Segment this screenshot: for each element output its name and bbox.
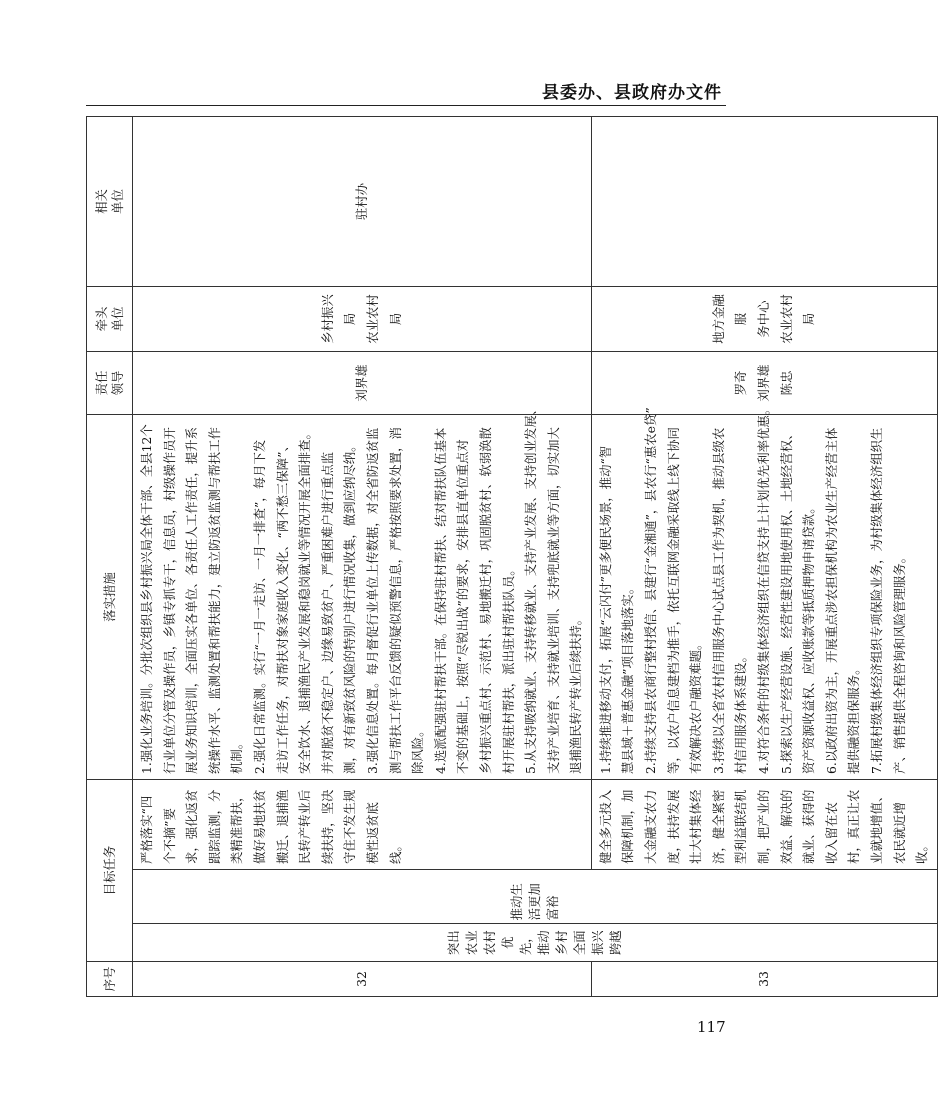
measure-line: 4.选派配强驻村帮扶干部。在保持驻村帮扶、结对帮扶队伍基本 — [432, 427, 448, 774]
leader-line: 罗奇 — [733, 370, 749, 396]
task-table — [86, 116, 938, 997]
measure-line: 村信用服务体系建设。 — [733, 650, 749, 774]
measure-line: 除风险。 — [410, 724, 426, 774]
header-seq: 序号 — [87, 962, 133, 997]
measure-line: 展业务知识培训，全面压实各单位、各责任人工作责任，提升系 — [184, 427, 200, 774]
measure-line: 不变的基础上，按照“尽锐出战”的要求，安排县直单位重点对 — [455, 439, 471, 774]
header-goal: 目标任务 — [87, 780, 133, 962]
row-measures — [133, 402, 592, 780]
measure-line: 村开展驻村帮扶，派出驻村帮扶队员。 — [500, 563, 516, 774]
row-lead-unit — [591, 287, 937, 352]
measure-line: 1.持续推进移动支付，拓展“云闪付”更多便民场景，推动“智 — [597, 445, 613, 774]
header-lead-unit-line1: 牵头 — [93, 306, 109, 332]
measure-line: 行业单位分管及操作员，乡镇专抓专干，信息员，村级操作员开 — [161, 427, 177, 774]
page-number: 117 — [697, 1018, 726, 1036]
measure-line: 乡村振兴重点村、示范村、易地搬迁村，巩固脱贫村、软弱涣散 — [477, 427, 493, 774]
measure-line: 退捕渔民转产转业后续扶持。 — [568, 612, 584, 774]
row-lead-unit — [133, 287, 592, 352]
row-leader: 刘界雄 — [133, 352, 592, 415]
measure-line: 测，对有新致贫风险的特别户进行情况收集，做到应纳尽纳。 — [342, 439, 358, 774]
leader-line: 刘界雄 — [756, 364, 772, 402]
category-main: 突出农业农村优先，推动乡村全面振兴跨越 — [445, 930, 623, 956]
table-row — [133, 117, 592, 997]
row-measures — [591, 402, 937, 780]
measure-line: 3.强化信息处置。每月督促行业单位上传数据，对全省防返贫监 — [364, 427, 380, 774]
header-leader-line1: 责任 — [93, 370, 109, 396]
header-measures: 落实措施 — [87, 415, 133, 780]
measure-line: 产、销售提供全程咨询和风险管理服务。 — [891, 550, 907, 774]
table-row — [591, 117, 937, 997]
measure-line: 慧县域＋普惠金融”项目落地落实。 — [620, 581, 636, 774]
measure-line: 1.强化业务培训。分批次组织县乡村振兴局全体干部、全县12个 — [139, 424, 154, 774]
document-header-title: 县委办、县政府办文件 — [542, 83, 722, 103]
row-goal: 健全多元投入保障机制，加大金融支农力度，扶持发展壮大村集体经济，健全紧密型利益联结机制，把产业的效益、解决的就业、获得的收入留在农村，真正让农业就地增值、农民就近增收。 — [591, 780, 937, 870]
measure-line: 2.持续支持县农商行整村授信、县建行“金湘通”，县农行“惠农e贷” — [643, 407, 659, 774]
measure-line: 统操作水平、监测处置和帮扶能力，建立防返贫监测与帮扶工作 — [206, 427, 222, 774]
header-lead-unit-line2: 单位 — [109, 306, 125, 332]
measure-line: 测与帮扶工作平台反馈的疑似预警信息，严格按照要求处置，消 — [387, 427, 403, 774]
leader-line: 陈忠 — [778, 370, 794, 396]
measure-line: 5.探索以生产经营设施、经营性建设用地使用权、土地经营权、 — [778, 427, 794, 774]
measure-line: 2.强化日常监测。实行“一月一走访、一月一排查”，每月下发 — [251, 439, 267, 774]
measure-line: 4.对符合条件的村级集体经济组织在信贷支持上计划优先利率优惠。 — [756, 402, 772, 774]
row-related — [591, 117, 937, 287]
lead-unit-line: 务中心 — [756, 300, 772, 338]
measure-line: 安全饮水、退捕渔民产业发展和稳岗就业等情况开展全面排查。 — [297, 427, 313, 774]
lead-unit-line: 农业农村局 — [364, 294, 403, 344]
lead-unit-line: 地方金融服 — [710, 294, 749, 344]
measure-line: 等，以农户信息建档为推手，依托互联网金融采取线上线下协同 — [665, 427, 681, 774]
header-leader — [87, 352, 133, 415]
lead-unit-line: 农业农村局 — [778, 294, 817, 344]
row-seq: 32 — [133, 962, 592, 997]
header-leader-line2: 领导 — [109, 370, 125, 396]
header-related-line2: 单位 — [109, 189, 125, 214]
row-seq: 33 — [591, 962, 937, 997]
row-goal: 严格落实“四个不摘”要求，强化返贫跟踪监测，分类精准帮扶，做好易地扶贫搬迁、退捕渔民转产转业后续扶持，坚决守住不发生规模性返贫底线。 — [133, 780, 592, 870]
lead-unit-line: 乡村振兴局 — [319, 294, 358, 344]
rotated-table-wrapper — [86, 117, 930, 997]
measure-line: 提供融资担保服务。 — [846, 662, 862, 774]
table-stage — [86, 117, 930, 997]
header-lead-unit — [87, 287, 133, 352]
measure-line: 并对脱贫不稳定户、边缘易致贫户、严重困难户进行重点监 — [319, 451, 335, 774]
header-divider — [86, 105, 726, 106]
measure-line: 6.以政府出资为主，开展重点涉农担保机构为农业生产经营主体 — [823, 427, 839, 774]
measure-line: 资产资源收益权、应收账款等抵质押物申请贷款。 — [801, 501, 817, 774]
header-related-line1: 相关 — [93, 189, 109, 214]
measure-line: 7.拓展村级集体经济组织专项保险业务，为村级集体经济组织生 — [869, 427, 884, 774]
measure-line: 机制。 — [229, 736, 245, 774]
measure-line: 支持产业培育、支持就业培训、支持兜底就业等方面，切实加大 — [545, 427, 561, 774]
measure-line: 有效解决农户融资难题。 — [688, 637, 704, 774]
header-related — [87, 117, 133, 287]
measure-line: 走访工作任务，对帮扶对象家庭收入变化、“两不愁三保障”、 — [274, 439, 290, 774]
category-sub: 推动生活更加富裕 — [133, 870, 937, 924]
measure-line: 5.从支持吸纳就业、支持转移就业、支持产业发展、支持创业发展、 — [523, 402, 539, 774]
table-header-row — [87, 117, 133, 997]
measure-line: 3.持续以全省农村信用服务中心试点县工作为契机，推动县级农 — [710, 427, 726, 774]
category-cell — [133, 870, 938, 962]
row-related: 驻村办 — [133, 117, 592, 287]
